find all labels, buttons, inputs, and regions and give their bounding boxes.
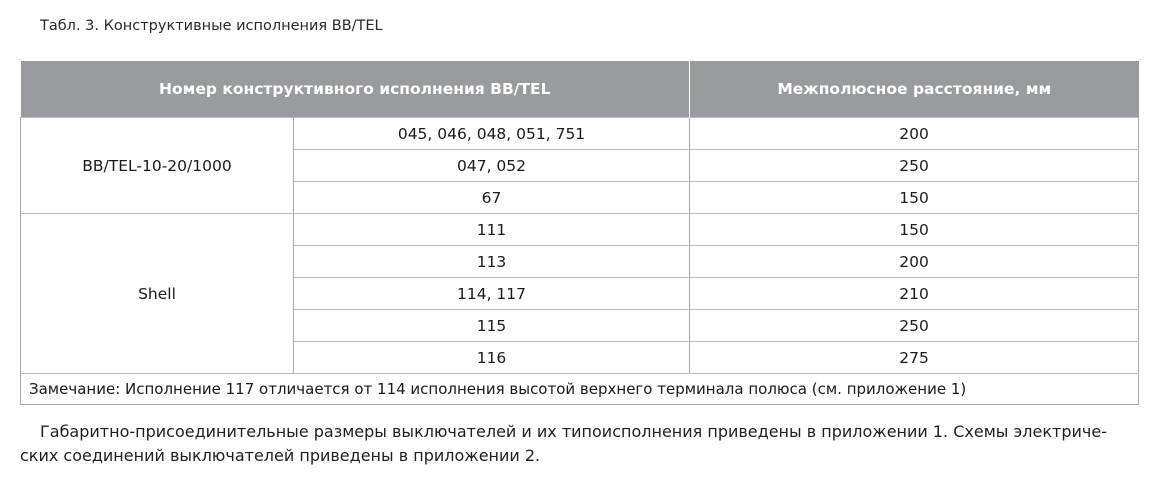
header-variant-number: Номер конструктивного исполнения BB/TEL (21, 61, 690, 118)
header-pole-distance: Межполюсное расстояние, мм (690, 61, 1139, 118)
paragraph-line-1: Габаритно-присоединительные размеры выключателей и их типоисполнения приведены в приложении 1. Схемы электриче- (40, 422, 1107, 441)
variant-cell: 045, 046, 048, 051, 751 (294, 118, 690, 150)
variant-cell: 67 (294, 182, 690, 214)
distance-cell: 250 (690, 310, 1139, 342)
table-row (21, 214, 1139, 246)
group-name-cell: Shell (21, 214, 294, 374)
variant-cell: 047, 052 (294, 150, 690, 182)
variant-cell: 116 (294, 342, 690, 374)
distance-cell: 250 (690, 150, 1139, 182)
variant-cell: 114, 117 (294, 278, 690, 310)
distance-cell: 275 (690, 342, 1139, 374)
design-variants-table (20, 61, 1139, 405)
table-header-row (21, 61, 1139, 118)
distance-cell: 200 (690, 246, 1139, 278)
distance-cell: 200 (690, 118, 1139, 150)
table-note-row (21, 374, 1139, 405)
distance-cell: 150 (690, 182, 1139, 214)
table-row (21, 118, 1139, 150)
body-paragraph (20, 420, 1140, 468)
group-name-cell: BB/TEL-10-20/1000 (21, 118, 294, 214)
paragraph-line-2: ских соединений выключателей приведены в приложении 2. (20, 446, 541, 465)
variant-cell: 115 (294, 310, 690, 342)
variant-cell: 111 (294, 214, 690, 246)
table-note: Замечание: Исполнение 117 отличается от 114 исполнения высотой верхнего терминала полюса (см. приложение 1) (21, 374, 1139, 405)
table-caption: Табл. 3. Конструктивные исполнения BB/TEL (40, 18, 383, 34)
distance-cell: 150 (690, 214, 1139, 246)
variant-cell: 113 (294, 246, 690, 278)
distance-cell: 210 (690, 278, 1139, 310)
